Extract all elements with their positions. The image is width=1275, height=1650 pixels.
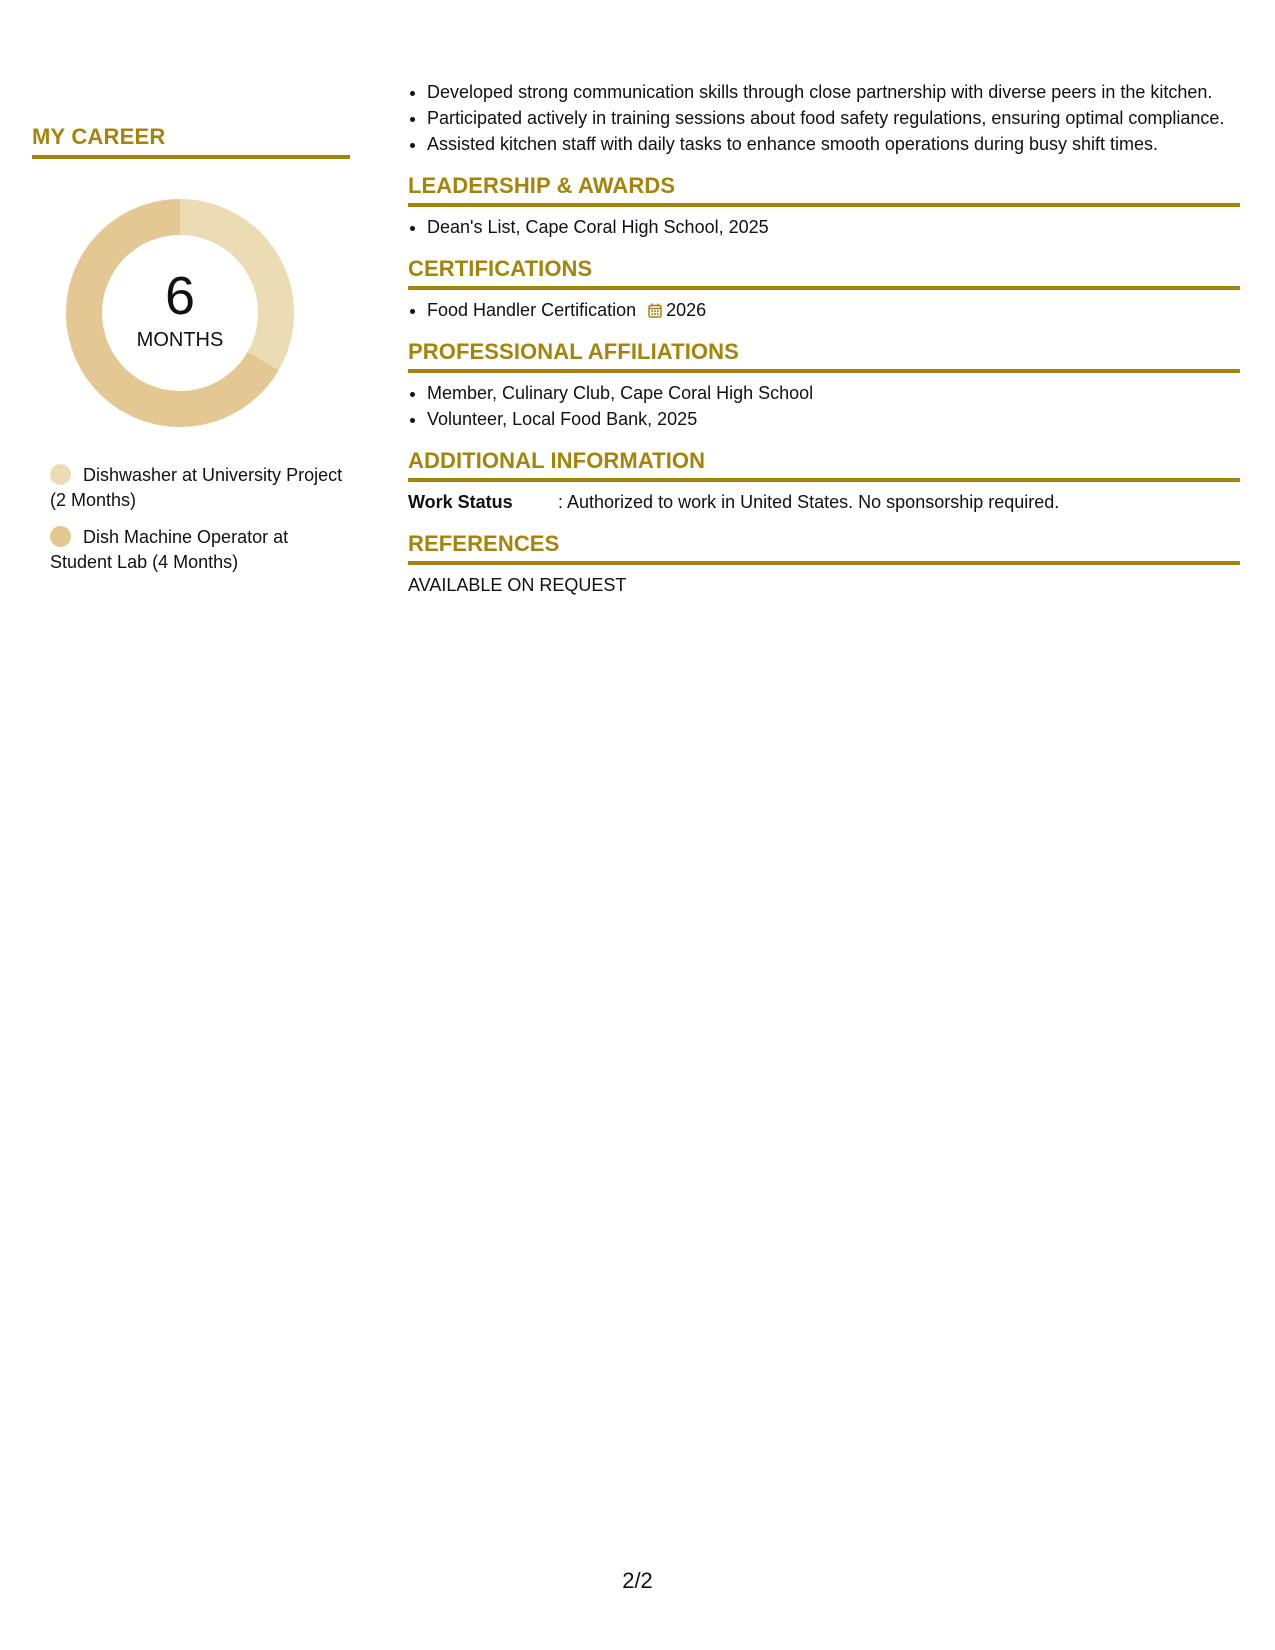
- affiliations-title: PROFESSIONAL AFFILIATIONS: [408, 339, 1240, 373]
- career-legend: [50, 463, 350, 575]
- certifications-section: [408, 256, 1240, 323]
- legend-item: [50, 463, 350, 513]
- legend-dot: [50, 526, 71, 547]
- list-item: • Participated actively in training sessions about food safety regulations, ensuring optimal compliance.: [427, 106, 1240, 131]
- donut-center: [66, 199, 294, 427]
- affiliations-section: [408, 339, 1240, 432]
- career-donut-chart: [66, 199, 294, 427]
- additional-section: [408, 448, 1240, 515]
- references-text: AVAILABLE ON REQUEST: [408, 575, 627, 595]
- list-item: • Assisted kitchen staff with daily tasks to enhance smooth operations during busy shift times.: [427, 132, 1240, 157]
- list-item: [427, 298, 1240, 323]
- donut-total-unit: MONTHS: [136, 328, 224, 351]
- list-item: • Member, Culinary Club, Cape Coral High School: [427, 381, 1240, 406]
- work-status-value: : Authorized to work in United States. No sponsorship required.: [558, 492, 1060, 512]
- donut-total-value: 6: [164, 265, 196, 326]
- main-column: [408, 80, 1240, 598]
- list-item: • Developed strong communication skills through close partnership with diverse peers in the kitchen.: [427, 80, 1240, 105]
- legend-label: Dish Machine Operator at Student Lab (4 Months): [50, 527, 289, 572]
- certification-name: Food Handler Certification: [427, 300, 637, 320]
- page-number: 2/2: [622, 1568, 653, 1593]
- legend-item: [50, 525, 350, 575]
- career-column: [32, 124, 350, 587]
- leadership-section: [408, 173, 1240, 240]
- legend-dot: [50, 464, 71, 485]
- career-title: MY CAREER: [32, 124, 350, 159]
- work-status-row: [408, 490, 1240, 515]
- affiliations-list: [408, 381, 1240, 432]
- leadership-list: [408, 215, 1240, 240]
- experience-bullets: [408, 80, 1240, 157]
- calendar-icon: [648, 303, 662, 318]
- leadership-title: LEADERSHIP & AWARDS: [408, 173, 1240, 207]
- references-section: [408, 531, 1240, 598]
- references-title: REFERENCES: [408, 531, 1240, 565]
- certifications-title: CERTIFICATIONS: [408, 256, 1240, 290]
- certifications-list: [408, 298, 1240, 323]
- work-status-label: Work Status: [408, 492, 513, 512]
- list-item: • Volunteer, Local Food Bank, 2025: [427, 407, 1240, 432]
- list-item: • Dean's List, Cape Coral High School, 2025: [427, 215, 1240, 240]
- additional-title: ADDITIONAL INFORMATION: [408, 448, 1240, 482]
- legend-label: Dishwasher at University Project (2 Months): [50, 465, 343, 510]
- certification-year: 2026: [666, 300, 707, 320]
